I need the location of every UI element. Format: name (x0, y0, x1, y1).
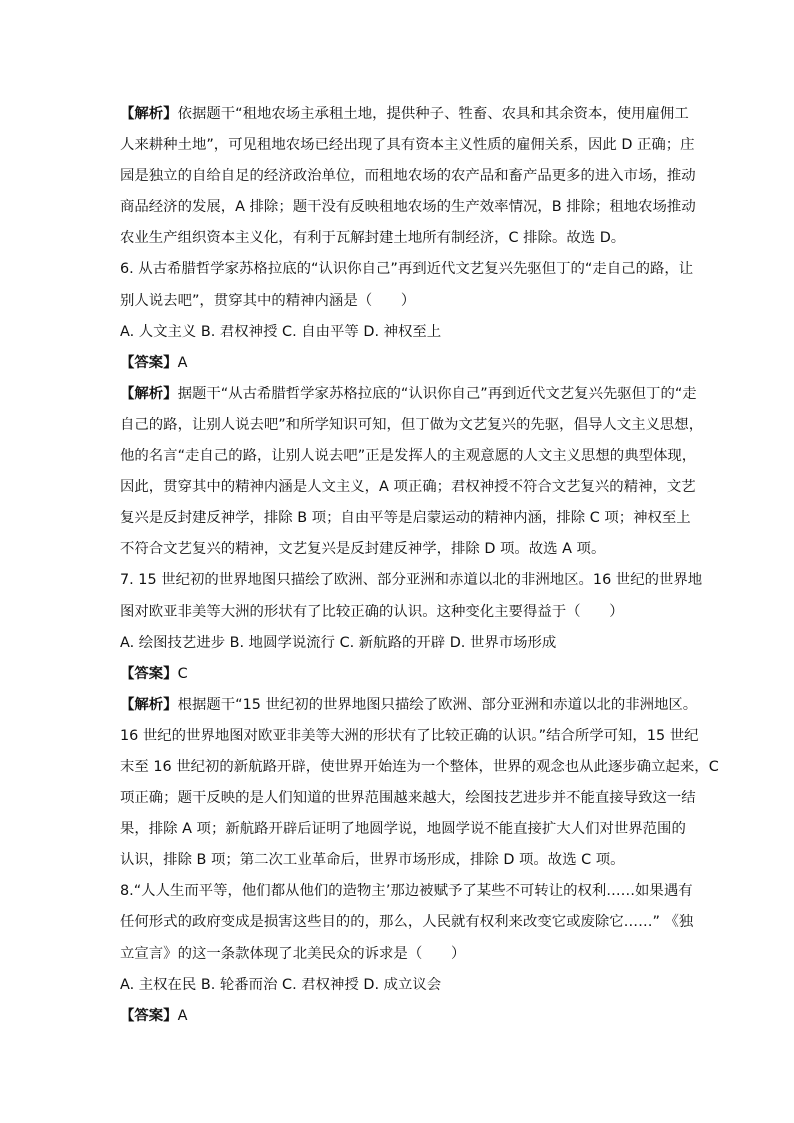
analysis-line: 16 世纪的世界地图对欧亚非美等大洲的形状有了比较正确的认识。”结合所学可知，15 世纪 (120, 727, 699, 744)
analysis-line: 【解析】依据题干“租地农场主承租土地，提供种子、牲畜、农具和其余资本，使用雇佣工 (120, 106, 689, 122)
answer-tag: 【答案】 (120, 665, 178, 682)
answer-line (120, 659, 682, 690)
answer-value: A (177, 1007, 188, 1024)
analysis-tag: 【解析】 (120, 696, 178, 713)
question-stem: 6. 从古希腊哲学家苏格拉底的“认识你自己”再到近代文艺复兴先驱但丁的“走自己的路，让 (120, 261, 694, 278)
analysis-line: 园是独立的自给自足的经济政治单位，而租地农场的农产品和畜产品更多的进入市场，推动 (120, 168, 696, 185)
answer-value: A (177, 354, 188, 371)
q5-analysis (120, 99, 696, 254)
question-7 (120, 565, 719, 876)
analysis-line: 果，排除 A 项；新航路开辟后证明了地圆学说，地圆学说不能直接扩大人们对世界范围的 (120, 821, 686, 838)
analysis-line: 【解析】据题干“从古希腊哲学家苏格拉底的“认识你自己”再到近代文艺复兴先驱但丁的“走 (120, 385, 697, 402)
analysis-tag: 【解析】 (120, 106, 178, 122)
question-stem: 任何形式的政府变成是损害这些目的的，那么，人民就有权利来改变它或废除它……” 《独 (120, 914, 694, 931)
analysis-line: 【解析】根据题干“15 世纪初的世界地图只描绘了欧洲、部分亚洲和赤道以北的非洲地区。 (120, 696, 698, 713)
analysis-line: 自己的路，让别人说去吧”和所学知识可知，但丁做为文艺复兴的先驱，倡导人文主义思想， (120, 416, 704, 433)
analysis-line: 他的名言“走自己的路，让别人说去吧”正是发挥人的主观意愿的人文主义思想的典型体现， (120, 448, 697, 465)
question-stem: 立宣言》的这一条款体现了北美民众的诉求是（ ） (120, 945, 466, 962)
answer-tag: 【答案】 (120, 354, 178, 371)
analysis-line: 因此，贯穿其中的精神内涵是人文主义，A 项正确；君权神授不符合文艺复兴的精神，文艺 (120, 479, 696, 496)
document-page (120, 99, 719, 1032)
question-stem: 8.“人人生而平等，他们都从他们的造物主’那边被赋予了某些不可转让的权利……如果遇有 (120, 883, 693, 900)
analysis-tag: 【解析】 (120, 385, 178, 402)
analysis-line: 复兴是反封建反神学，排除 B 项；自由平等是启蒙运动的精神内涵，排除 C 项；神权至上 (120, 510, 691, 527)
question-stem: 别人说去吧”，贯穿其中的精神内涵是（ ） (120, 292, 416, 309)
analysis-line: 商品经济的发展，A 排除；题干没有反映租地农场的生产效率情况，B 排除；租地农场推动 (120, 199, 696, 216)
analysis-line: 项正确；题干反映的是人们知道的世界范围越来越大，绘图技艺进步并不能直接导致这一结 (120, 790, 696, 807)
question-stem: 图对欧亚非美等大洲的形状有了比较正确的认识。这种变化主要得益于（ ） (120, 603, 624, 620)
answer-value: C (177, 665, 188, 682)
answer-tag: 【答案】 (120, 1007, 178, 1024)
answer-line (120, 348, 682, 379)
question-stem: 7. 15 世纪初的世界地图只描绘了欧洲、部分亚洲和赤道以北的非洲地区。16 世纪的世界地 (120, 572, 703, 589)
question-options: A. 人文主义 B. 君权神授 C. 自由平等 D. 神权至上 (120, 323, 442, 340)
question-8 (120, 876, 694, 1031)
analysis-line: 农业生产组织资本主义化，有利于瓦解封建土地所有制经济，C 排除。故选 D。 (120, 230, 626, 247)
analysis-line: 认识，排除 B 项；第二次工业革命后，世界市场形成，排除 D 项。故选 C 项。 (120, 852, 625, 869)
analysis-line: 不符合文艺复兴的精神，文艺复兴是反封建反神学，排除 D 项。故选 A 项。 (120, 541, 606, 558)
answer-line (120, 1001, 682, 1032)
analysis-line: 人来耕种土地”，可见租地农场已经出现了具有资本主义性质的雇佣关系，因此 D 正确；庄 (120, 137, 695, 154)
question-options: A. 绘图技艺进步 B. 地圆学说流行 C. 新航路的开辟 D. 世界市场形成 (120, 634, 557, 651)
question-6 (120, 254, 704, 565)
question-options: A. 主权在民 B. 轮番而治 C. 君权神授 D. 成立议会 (120, 976, 442, 993)
analysis-line: 末至 16 世纪初的新航路开辟，使世界开始连为一个整体，世界的观念也从此逐步确立起来，C (120, 758, 719, 775)
